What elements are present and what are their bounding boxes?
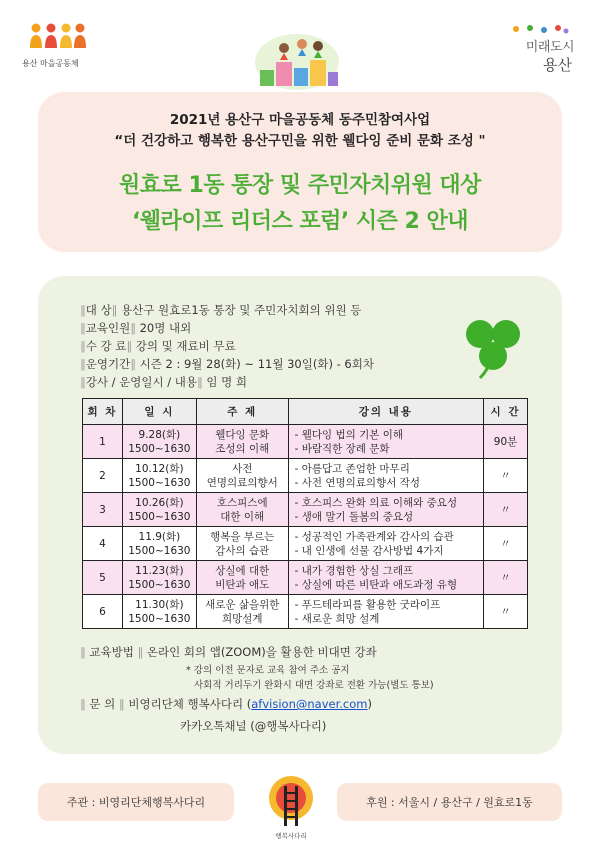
info-lecturer: ∥강사 / 운영일시 / 내용∥ 임 명 희 bbox=[80, 375, 248, 389]
table-row: 2 10.12(화) 1500~1630 사전 연명의료의향서 - 아름답고 존엄한 마무리 - 사전 연명의료의향서 작성 〃 bbox=[83, 459, 528, 493]
header-date: 일 시 bbox=[122, 399, 196, 425]
title-box bbox=[38, 92, 562, 252]
header-duration: 시 간 bbox=[484, 399, 528, 425]
clover-icon bbox=[458, 312, 528, 382]
people-group-icon bbox=[28, 22, 88, 52]
table-row: 3 10.26(화) 1500~1630 호스피스에 대한 이해 - 호스피스 완화 의료 이해와 중요성 - 생애 말기 돌봄의 중요성 〃 bbox=[83, 493, 528, 527]
table-header-row bbox=[83, 399, 528, 425]
info-target: ∥대 상∥ 용산구 원효로1동 통장 및 주민자치회의 위원 등 bbox=[80, 303, 362, 317]
main-title-line1: 원효로 1동 통장 및 주민자치위원 대상 bbox=[119, 173, 481, 198]
future-city-yongsan-logo bbox=[500, 24, 578, 78]
main-title-line2: ‘웰라이프 리더스 포럼’ 시즌 2 안내 bbox=[131, 209, 469, 234]
info-box bbox=[38, 276, 562, 754]
subtitle-project: 2021년 용산구 마을공동체 동주민참여사업 bbox=[169, 112, 431, 128]
subtitle-slogan: “더 건강하고 행복한 용산구민을 위한 웰다잉 준비 문화 조성 " bbox=[114, 133, 486, 149]
header-session: 회 차 bbox=[83, 399, 123, 425]
community-illustration-icon bbox=[252, 26, 342, 92]
footer-logo-caption: 행복사다리 bbox=[275, 832, 307, 840]
contact-email-link[interactable]: afvision@naver.com bbox=[251, 697, 368, 711]
yongsan-community-logo bbox=[22, 22, 92, 74]
contact-row: ∥ 문 의 ∥ 비영리단체 행복사다리 (afvision@naver.com) bbox=[80, 697, 372, 711]
method-note1: * 강의 이전 문자로 교육 참여 주소 공지 bbox=[186, 665, 350, 676]
schedule-table bbox=[82, 398, 528, 629]
happiness-ladder-logo bbox=[262, 772, 320, 842]
right-logo-line1: 미래도시 bbox=[525, 40, 574, 55]
method-note2: 사회적 거리두기 완화시 대면 강좌로 전환 가능(별도 통보) bbox=[194, 680, 434, 691]
table-row: 4 11.9(화) 1500~1630 행복을 부르는 감사의 습관 - 성공적인 가족관계와 감사의 습관 - 내 인생에 선물 감사방법 4가지 〃 bbox=[83, 527, 528, 561]
header-content: 강의 내용 bbox=[288, 399, 483, 425]
right-logo-line2: 용산 bbox=[543, 56, 572, 74]
education-method: ∥ 교육방법 ∥ 온라인 회의 앱(ZOOM)을 활용한 비대면 강좌 bbox=[80, 645, 377, 659]
kakao-channel: 카카오톡채널 (@행복사다리) bbox=[180, 719, 327, 733]
info-count: ∥교육인원∥ 20명 내외 bbox=[80, 321, 192, 335]
left-logo-caption: 용산 마을공동체 bbox=[22, 59, 79, 68]
info-period: ∥운영기간∥ 시즌 2 : 9월 28(화) ~ 11월 30일(화) - 6회차 bbox=[80, 357, 374, 371]
table-row: 1 9.28(화) 1500~1630 웰다잉 문화 조성의 이해 - 웰다잉 법의 기본 이해 - 바람직한 장례 문화 90분 bbox=[83, 425, 528, 459]
table-row: 5 11.23(화) 1500~1630 상실에 대한 비탄과 애도 - 내가 경험한 상실 그래프 - 상실에 따른 비탄과 애도과정 유형 〃 bbox=[83, 561, 528, 595]
info-fee: ∥수 강 료∥ 강의 및 재료비 무료 bbox=[80, 339, 236, 353]
header-topic: 주 제 bbox=[196, 399, 288, 425]
table-row: 6 11.30(화) 1500~1630 새로운 삶을위한 희망설계 - 푸드테라피를 활용한 굿라이프 - 새로운 희망 설계 〃 bbox=[83, 595, 528, 629]
footer-sponsor: 후원 : 서울시 / 용산구 / 원효로1동 bbox=[337, 783, 562, 821]
footer-host: 주관 : 비영리단체행복사다리 bbox=[38, 783, 234, 821]
